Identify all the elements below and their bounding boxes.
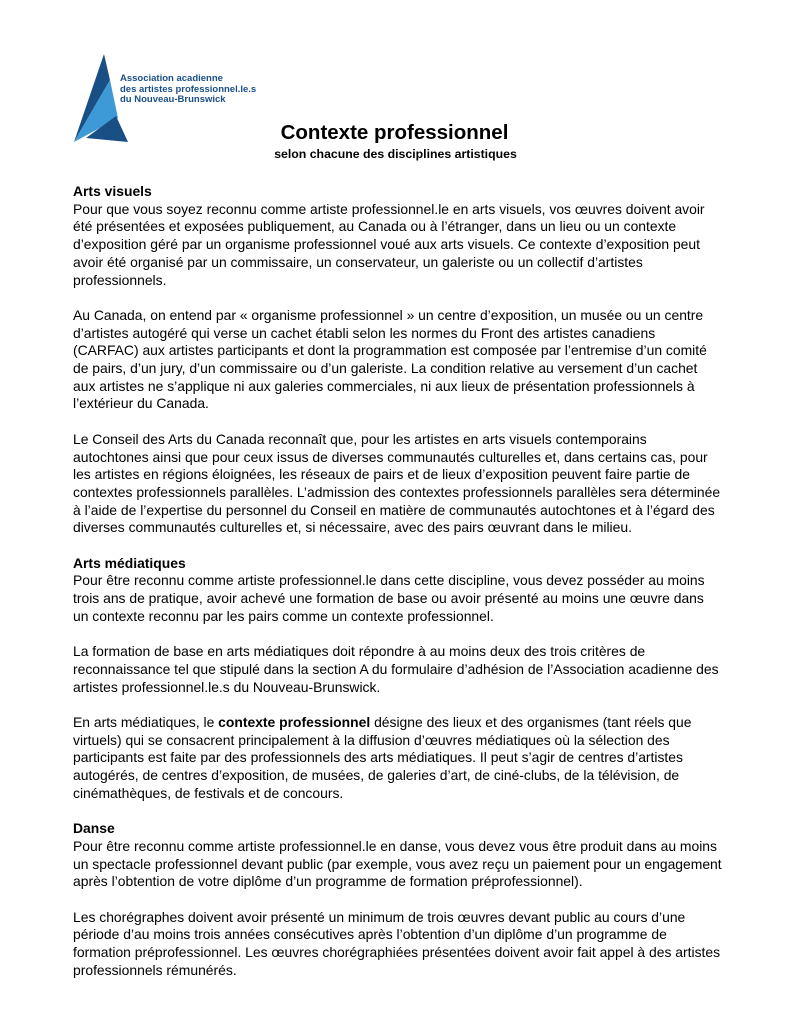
logo-line-3: du Nouveau-Brunswick bbox=[120, 94, 226, 105]
logo-line-2: des artistes professionnel.le.s bbox=[120, 83, 257, 95]
paragraph: Les chorégraphes doivent avoir présenté un minimum de trois œuvres devant public au cours d’une période d’au moins trois années consécutives après l’obtention d’un diplôme d’un programme de formation préprofessionnel. Les œuvres chorégraphiées présentées doivent avoir fait appel à des artistes professionnels rémunérés. bbox=[73, 908, 721, 978]
paragraph: Pour que vous soyez reconnu comme artiste professionnel.le en arts visuels, vos œuvres doivent avoir été présentées et exposées publiquement, au Canada ou à l’étranger, dans un lieu ou un contexte d’exposition géré par un organisme professionnel voué aux arts visuels. Ce contexte d’exposition peut avoir été organisé par un commissaire, un conservateur, un galeriste ou un collectif d’artistes professionnels. bbox=[73, 200, 705, 288]
paragraph-text: En arts médiatiques, le bbox=[73, 714, 219, 731]
logo-line-1: Association acadienne bbox=[120, 73, 223, 84]
paragraph: La formation de base en arts médiatiques doit répondre à au moins deux des trois critères de reconnaissance tel que stipulé dans la section A du formulaire d’adhésion de l’Association acadienne des artistes professionnel.le.s du Nouveau-Brunswick. bbox=[73, 643, 719, 695]
page-title: Contexte professionnel bbox=[280, 121, 509, 144]
paragraph bbox=[73, 714, 723, 803]
paragraph: Pour être reconnu comme artiste professionnel.le en danse, vous devez vous être produit dans au moins un spectacle professionnel devant public (par exemple, vous avez reçu un paiement pour un engagement après l’obtention de votre diplôme d’un programme de formation préprofessionnel). bbox=[73, 837, 722, 890]
paragraph-text: désigne des lieux et des organismes (tant réels que virtuels) qui se consacrent principalement à la diffusion d’œuvres médiatiques où la sélection des participants est faite par des professionnels des arts médiatiques. Il peut s’agir de centres d’artistes autogérés, de centres d’exposition, de musées, de galeries d’art, de ciné-clubs, de la télévision, de cinémathèques, de festivals et de concours. bbox=[73, 714, 692, 801]
section-heading-arts-mediatiques: Arts médiatiques bbox=[73, 554, 186, 571]
section-heading-arts-visuels: Arts visuels bbox=[73, 183, 152, 199]
paragraph: Le Conseil des Arts du Canada reconnaît que, pour les artistes en arts visuels contemporains autochtones ainsi que pour ceux issus de diverses communautés culturelles et, dans certains cas, pour les artistes en régions éloignées, les réseaux de pairs et de lieux d’exposition peuvent faire partie de contextes professionnels parallèles. L’admission des contextes professionnels parallèles sera déterminée à l’aide de l’expertise du personnel du Conseil en matière de communautés autochtones et à l’égard des diverses communautés culturelles et, si nécessaire, avec des pairs œuvrant dans le milieu. bbox=[73, 430, 721, 536]
section-heading-danse: Danse bbox=[73, 820, 115, 837]
title-block bbox=[0, 120, 791, 162]
document-body bbox=[73, 183, 723, 980]
page-subtitle: selon chacune des disciplines artistiques bbox=[274, 147, 517, 161]
paragraph: Pour être reconnu comme artiste professionnel.le dans cette discipline, vous devez posséder au moins trois ans de pratique, avoir achevé une formation de base ou avoir présenté au moins une œuvre dans un contexte reconnu par les pairs comme un contexte professionnel. bbox=[73, 572, 705, 624]
bold-term: contexte professionnel bbox=[218, 714, 371, 731]
paragraph: Au Canada, on entend par « organisme professionnel » un centre d’exposition, un musée ou un centre d’artistes autogéré qui verse un cachet établi selon les normes du Front des artistes canadiens (CARFAC) aux artistes participants et dont la programmation est composée par l’entremise d’un comité de pairs, d’un jury, d’un commissaire ou d’un galeriste. La condition relative au versement d’un cachet aux artistes ne s’applique ni aux galeries commerciales, ni aux lieux de présentation professionnels à l’extérieur du Canada. bbox=[73, 306, 707, 412]
logo-text bbox=[120, 74, 256, 106]
